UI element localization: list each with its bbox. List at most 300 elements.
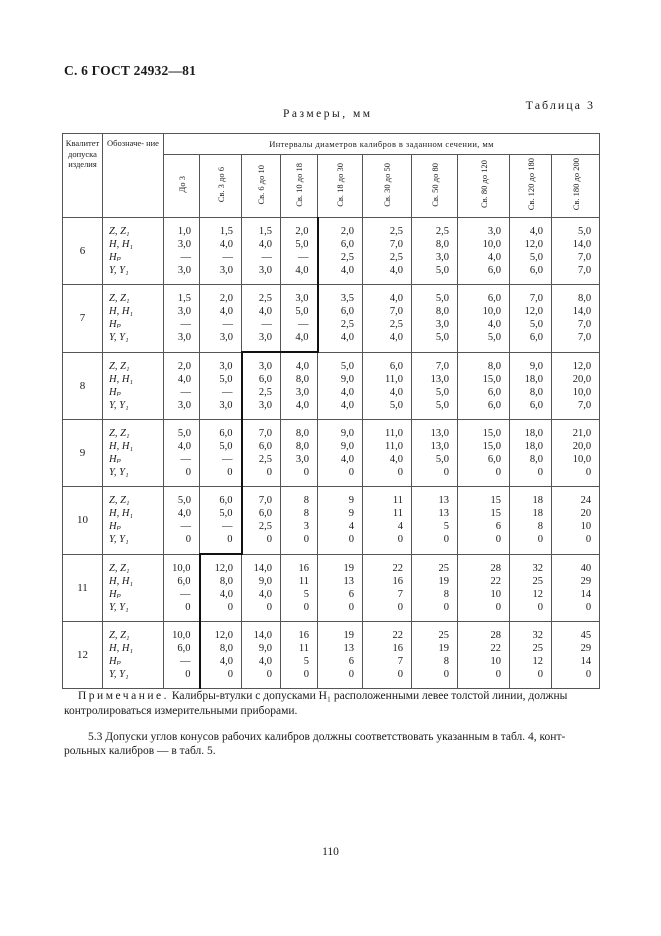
value-line: 5,0 [340,360,354,372]
value-cell [458,554,510,622]
value-line: 0 [585,601,592,613]
value-line: 22 [392,630,403,641]
value-line: 40 [580,562,592,574]
value-line: 13 [438,495,449,507]
value-line: 6,0 [177,575,191,587]
value-line: 5,0 [435,386,449,398]
designation-line: Z, Z₁ [109,428,130,439]
value-cell [200,487,242,555]
value-line: 6,0 [529,265,543,276]
paragraph: 5.3 Допуски углов конусов рабочих калибров должны соответствовать указанным в табл. 4, конт- [88,731,566,743]
value-line: 19 [438,643,449,654]
designation-line: Z, Z₁ [109,562,130,574]
value-line: 15,0 [482,373,501,385]
value-line: 6,0 [219,428,233,439]
value-line: 6 [495,521,501,533]
value-cell [510,420,552,487]
paragraph-2: рольных калибров — в табл. 5. [64,745,216,757]
designation-line: H, H₁ [109,239,134,250]
value-line: 0 [397,601,403,613]
value-cell [458,285,510,353]
value-line: 15,0 [482,441,501,452]
value-line: 6,0 [258,374,272,385]
value-cell [318,285,363,353]
value-line: — [261,319,272,330]
interval-label: Св. 10 до 18 [294,162,304,207]
value-cell [363,622,412,689]
value-line: 0 [585,534,592,546]
value-line: 3,0 [487,226,501,237]
designation-line: Hₚ [109,252,121,263]
value-line: 12,0 [524,306,543,318]
note-label: Примечание. [78,690,169,702]
value-cell [318,352,363,420]
value-line: 8 [443,656,449,667]
value-line: 3,0 [295,387,309,398]
value-line: 4,0 [219,656,233,667]
interval-label: Св. 30 до 50 [382,162,392,207]
value-cell [200,285,242,353]
value-cell [552,487,600,555]
value-cell [363,352,412,420]
value-line: 6,0 [177,643,191,654]
value-line: 9,0 [258,643,272,654]
value-line: 10,0 [482,239,501,250]
value-line: 19 [438,575,449,587]
value-line: 11 [392,495,403,507]
value-cell [242,285,281,353]
value-line: 4 [348,521,354,533]
interval-header-9 [552,155,600,218]
value-line: 7,0 [577,332,592,344]
value-cell [200,420,242,487]
value-line: 9 [348,508,354,520]
value-cell [164,352,200,420]
value-cell [242,554,281,622]
value-line: 2,5 [258,387,272,398]
value-line: 8 [303,495,309,507]
value-cell [412,420,458,487]
value-line: 8 [443,588,449,600]
value-line: 4,0 [295,400,309,411]
value-cell [458,622,510,689]
value-line: — [180,656,191,667]
value-line: 3 [303,521,309,533]
table-caption: Размеры, мм [283,108,373,120]
value-line: 11,0 [385,373,403,385]
value-line: — [222,521,233,532]
value-line: 20 [580,508,592,520]
value-line: 16 [298,562,309,574]
designation-line: H, H₁ [109,373,134,385]
designation-header: Обозначе- ние [103,134,164,218]
intervals-title: Интервалы диаметров калибров в заданном сечении, мм [164,134,600,155]
value-line: 24 [580,495,592,507]
value-line: 0 [227,467,233,478]
value-line: 25 [532,643,543,654]
table-row [63,420,600,487]
value-cell [412,554,458,622]
value-line: 0 [303,534,309,546]
designation-line: H, H₁ [109,643,134,654]
value-line: 2,5 [435,226,449,237]
value-cell [200,622,242,689]
value-line: 0 [537,534,543,546]
value-cell [363,285,412,353]
value-line: 4,0 [340,265,354,276]
designation-line: Hₚ [109,521,121,533]
value-line: 7,0 [258,428,272,439]
value-cell [510,554,552,622]
value-line: 0 [443,669,449,680]
value-cell [318,218,363,285]
interval-header-2 [242,155,281,218]
value-line: 3,0 [219,360,233,372]
value-line: 11 [298,575,309,587]
designation-line: Y, Y₁ [109,399,129,411]
interval-header-4 [318,155,363,218]
value-line: 9,0 [340,441,354,452]
value-cell [552,420,600,487]
value-line: — [222,319,233,331]
value-line: 5,0 [487,332,501,344]
value-line: 0 [397,467,403,478]
value-line: 0 [266,467,272,478]
value-line: 4,0 [295,265,309,276]
value-line: 4,0 [340,332,354,344]
value-line: 6,0 [258,508,272,520]
value-line: 5,0 [435,454,449,465]
value-line: 7,0 [435,360,449,372]
value-line: 6,0 [258,441,272,452]
value-line: 12,0 [214,563,233,574]
value-line: 18,0 [524,373,543,385]
value-line: 0 [495,669,501,680]
value-line: 4,0 [340,399,354,411]
value-line: 4,0 [258,656,272,667]
value-line: 0 [443,601,449,613]
value-line: 12,0 [572,360,592,372]
value-line: 5,0 [435,293,449,305]
value-line: — [180,386,191,398]
value-line: 0 [585,467,592,478]
value-line: 6 [348,656,354,667]
value-line: 1,5 [219,226,233,237]
value-line: 5,0 [295,306,309,317]
value-line: 6,0 [487,399,501,411]
value-cell [412,285,458,353]
value-line: 7,0 [577,252,592,263]
table-body [63,218,600,689]
value-line: 4,0 [389,386,403,398]
value-line: 5,0 [435,399,449,411]
value-cell [363,218,412,285]
designation-line: H, H₁ [109,306,134,318]
value-line: 0 [397,669,403,680]
value-line: 0 [266,669,272,680]
table-row [63,487,600,555]
value-line: 3,0 [177,239,191,250]
value-line: 3,0 [219,399,233,411]
value-line: 10,0 [572,386,592,398]
quality-cell: 6 [63,218,103,285]
table-row [63,285,600,353]
value-cell [281,622,318,689]
value-line: 0 [266,601,272,613]
value-cell [363,420,412,487]
value-line: 14 [580,656,592,667]
value-line: 6,0 [487,265,501,276]
value-line: 10 [490,656,501,667]
value-line: 4,0 [487,252,501,263]
designation-cell [103,352,164,420]
value-line: 32 [532,630,543,641]
value-line: — [180,252,191,263]
value-line: 1,5 [177,293,191,305]
value-line: 3,0 [258,265,272,276]
value-line: 10,0 [172,562,191,574]
value-line: 25 [532,575,543,587]
value-line: 0 [185,467,191,478]
value-line: 2,5 [258,521,272,533]
value-line: 3,0 [435,252,449,263]
value-cell [412,352,458,420]
designation-line: Hₚ [109,454,121,465]
value-line: 4,0 [219,589,233,600]
value-line: 5,0 [295,239,309,250]
interval-header-7 [458,155,510,218]
designation-line: Y, Y₁ [109,601,129,613]
value-line: 0 [348,669,354,680]
value-line: 3,0 [435,319,449,331]
designation-line: Y, Y₁ [109,332,129,344]
value-line: 6,0 [389,360,403,372]
value-line: 8,0 [529,386,543,398]
value-line: 8 [303,508,309,520]
designation-cell [103,218,164,285]
value-cell [164,487,200,555]
value-line: 20,0 [572,441,592,452]
value-line: 14 [580,588,592,600]
value-line: 3,0 [258,332,272,343]
interval-header-5 [363,155,412,218]
value-line: 8,0 [435,239,449,250]
designation-cell [103,420,164,487]
value-cell [510,285,552,353]
value-line: 18 [532,495,543,507]
value-line: — [222,386,233,398]
value-line: 4,0 [177,441,191,452]
value-line: 0 [348,467,354,478]
value-line: 5,0 [389,399,403,411]
value-line: 0 [266,534,272,546]
value-line: 7,0 [577,265,592,276]
value-line: 12 [532,588,543,600]
value-line: 12,0 [524,239,543,250]
value-line: 4,0 [219,239,233,250]
value-line: 4,0 [389,454,403,465]
page-header: С. 6 ГОСТ 24932—81 [64,63,197,78]
value-line: 14,0 [572,239,592,250]
value-cell [200,554,242,622]
note [78,689,598,704]
value-line: 10,0 [172,630,191,641]
value-line: 6,0 [487,293,501,305]
value-line: 15 [490,508,501,520]
designation-line: Z, Z₁ [109,495,130,507]
value-line: 11,0 [385,441,403,452]
value-cell [458,487,510,555]
value-cell [200,352,242,420]
value-line: 14,0 [253,630,272,641]
value-line: 2,5 [340,252,354,263]
note-text: Калибры-втулки с допусками H₁ расположенными левее толстой линии, должны [168,690,568,702]
value-cell [164,218,200,285]
value-line: 4,0 [340,386,354,398]
value-cell [552,622,600,689]
quality-cell: 11 [63,554,103,622]
interval-label: Св. 80 до 120 [478,160,489,209]
value-line: 0 [348,534,354,546]
value-line: 0 [495,601,501,613]
interval-header-8 [510,155,552,218]
value-line: 7,0 [577,399,592,411]
value-line: — [180,454,191,465]
value-line: — [298,252,309,263]
designation-line: H, H₁ [109,575,134,587]
value-line: 2,5 [389,226,403,237]
interval-label: Св. 180 до 200 [570,158,581,211]
value-line: 4,0 [258,306,272,317]
value-cell [510,487,552,555]
value-line: 6,0 [487,386,501,398]
designation-line: Y, Y₁ [109,265,129,276]
value-line: 0 [495,467,501,478]
value-line: 5,0 [219,441,233,452]
value-line: 3,5 [340,293,354,305]
designation-cell [103,487,164,555]
value-line: 8,0 [577,293,592,305]
designation-line: Y, Y₁ [109,534,129,546]
value-line: 13 [343,643,354,654]
value-line: 6,0 [529,332,543,344]
value-cell [281,218,318,285]
value-line: 4,0 [219,306,233,318]
interval-label: Св. 18 до 30 [335,162,345,207]
value-line: 5,0 [177,428,191,439]
value-line: 0 [443,467,449,478]
designation-line: Hₚ [109,386,121,398]
value-line: 0 [348,601,354,613]
value-cell [281,285,318,353]
interval-label: Св. 120 до 180 [525,158,536,211]
value-line: 32 [532,562,543,574]
value-line: — [261,252,272,263]
value-line: 19 [343,630,354,641]
value-line: 1,0 [177,226,191,237]
designation-cell [103,554,164,622]
value-line: 8,0 [219,643,233,654]
value-line: 0 [303,601,309,613]
designation-cell [103,285,164,353]
value-line: — [180,319,191,331]
value-line: 3,0 [295,293,309,304]
value-line: 5,0 [529,319,543,331]
designation-line: Z, Z₁ [109,360,130,372]
value-line: 8,0 [435,306,449,318]
value-line: 0 [227,534,233,545]
value-line: 7,0 [389,239,403,250]
value-cell [318,420,363,487]
value-cell [458,218,510,285]
value-line: 7 [397,656,403,667]
value-cell [412,622,458,689]
value-cell [458,352,510,420]
value-line: 5,0 [219,373,233,385]
value-line: 9,0 [340,373,354,385]
value-line: 14,0 [572,306,592,318]
value-line: 11 [298,643,309,654]
value-cell [318,622,363,689]
value-line: 6 [348,588,354,600]
value-line: 10 [490,588,501,600]
value-line: 6,0 [340,239,354,250]
value-cell [164,285,200,353]
value-line: 25 [438,630,449,641]
value-line: 22 [490,575,501,587]
value-line: 4,0 [258,588,272,600]
value-line: 4,0 [389,332,403,344]
interval-label: Св. 3 до 6 [215,166,226,203]
value-line: 20,0 [572,373,592,385]
value-cell [281,352,318,420]
value-line: 19 [343,562,354,574]
value-line: 3,0 [219,265,233,276]
note-text-2: контролироваться измерительными приборами. [64,705,298,717]
designation-line: Z, Z₁ [109,293,130,305]
designation-cell [103,622,164,689]
designation-line: Y, Y₁ [109,669,129,680]
designation-line: Z, Z₁ [109,226,130,237]
value-cell [164,622,200,689]
value-line: 2,0 [219,293,233,305]
value-cell [412,218,458,285]
value-line: 9,0 [529,360,543,372]
value-cell [510,352,552,420]
table-number: Таблица 3 [525,98,595,112]
value-cell [552,554,600,622]
value-cell [281,554,318,622]
designation-line: H, H₁ [109,441,134,452]
value-line: 18,0 [524,441,543,452]
value-line: 0 [397,534,403,546]
value-line: 8,0 [295,374,309,385]
quality-header: Квалитет допуска изделия [63,134,103,218]
value-line: 11,0 [385,428,403,439]
value-line: 12 [532,656,543,667]
value-line: 9,0 [258,575,272,587]
value-line: 0 [185,669,191,680]
value-line: 0 [227,602,233,613]
value-line: 4,0 [389,293,403,305]
value-cell [164,420,200,487]
value-line: 3,0 [258,361,272,372]
value-cell [510,622,552,689]
value-line: 13,0 [430,373,449,385]
designation-line: H, H₁ [109,508,134,520]
value-line: 4,0 [177,373,191,385]
table-row [63,218,600,285]
